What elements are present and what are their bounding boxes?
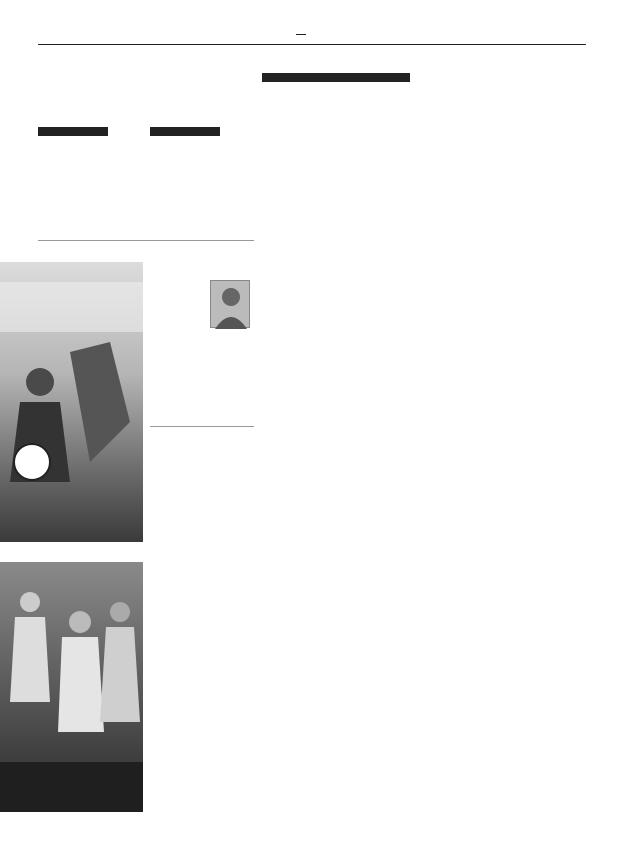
jugador-avatar [210, 280, 250, 328]
results-matrix [262, 314, 586, 562]
celebration-photo [0, 562, 143, 812]
lo-mejor-tag [38, 127, 108, 136]
clasificaciones-bar [262, 73, 410, 82]
match-photo [0, 262, 143, 542]
section [296, 30, 306, 39]
lo-peor-tag [150, 127, 220, 136]
divider [150, 426, 254, 427]
header-rule [38, 44, 586, 45]
lo-mejor-box [38, 144, 142, 146]
page-header [38, 30, 586, 44]
divider [38, 240, 254, 241]
lo-peor-box [150, 144, 254, 146]
